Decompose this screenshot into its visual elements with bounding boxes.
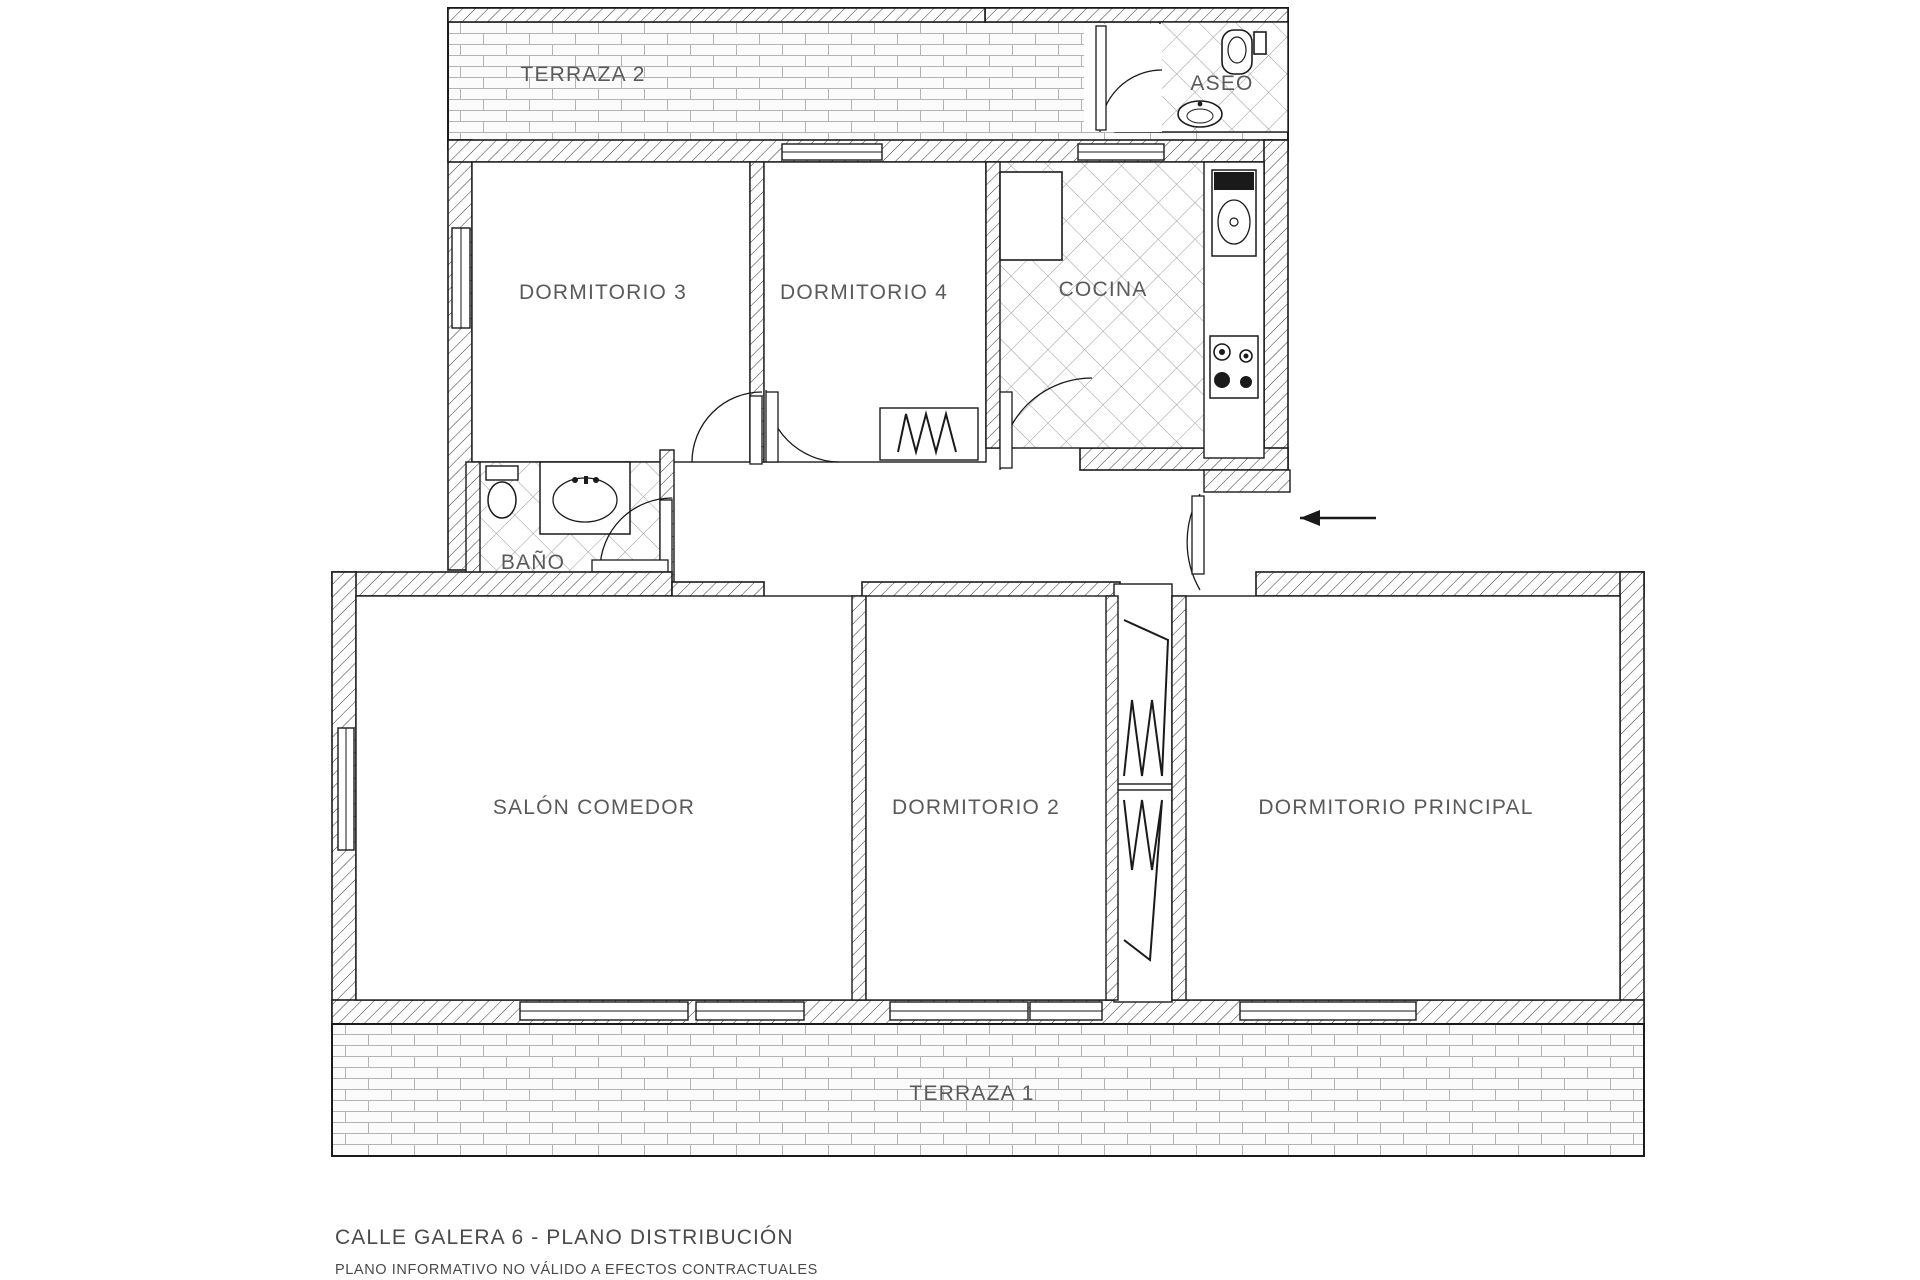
sink-fixture-aseo xyxy=(1178,101,1222,127)
cocina-area xyxy=(986,144,1264,470)
toilet-fixture-bano xyxy=(486,466,518,518)
cooktop xyxy=(1210,336,1258,398)
plan-disclaimer: PLANO INFORMATIVO NO VÁLIDO A EFECTOS CONTRACTUALES xyxy=(335,1262,818,1278)
aseo-area xyxy=(1084,22,1288,132)
room-label-salon-comedor: SALÓN COMEDOR xyxy=(492,796,696,819)
salon-comedor-area xyxy=(338,596,866,1020)
entrance-direction-arrow xyxy=(1300,510,1376,526)
room-label-dormitorio-2: DORMITORIO 2 xyxy=(891,796,1061,819)
radiator-dormitorio-4 xyxy=(880,408,978,460)
room-label-aseo: ASEO xyxy=(1190,72,1254,95)
room-label-cocina: COCINA xyxy=(1058,278,1148,301)
kitchen-sink xyxy=(1212,170,1256,256)
radiator-dormitorio-2-upper xyxy=(1114,584,1172,784)
plan-title: CALLE GALERA 6 - PLANO DISTRIBUCIÓN xyxy=(335,1226,794,1249)
dormitorio-4-area xyxy=(764,162,986,462)
dormitorio-2-area xyxy=(866,584,1172,1020)
dormitorio-principal-area xyxy=(1172,596,1620,1020)
room-label-bano: BAÑO xyxy=(500,551,566,574)
radiator-dormitorio-2-lower xyxy=(1114,790,1172,1002)
room-label-terraza-2: TERRAZA 2 xyxy=(520,63,646,86)
room-label-dormitorio-4: DORMITORIO 4 xyxy=(779,281,949,304)
room-label-terraza-1: TERRAZA 1 xyxy=(909,1082,1035,1105)
room-label-dormitorio-principal: DORMITORIO PRINCIPAL xyxy=(1258,796,1534,819)
terraza-1-area xyxy=(332,1024,1644,1156)
room-label-dormitorio-3: DORMITORIO 3 xyxy=(518,281,688,304)
